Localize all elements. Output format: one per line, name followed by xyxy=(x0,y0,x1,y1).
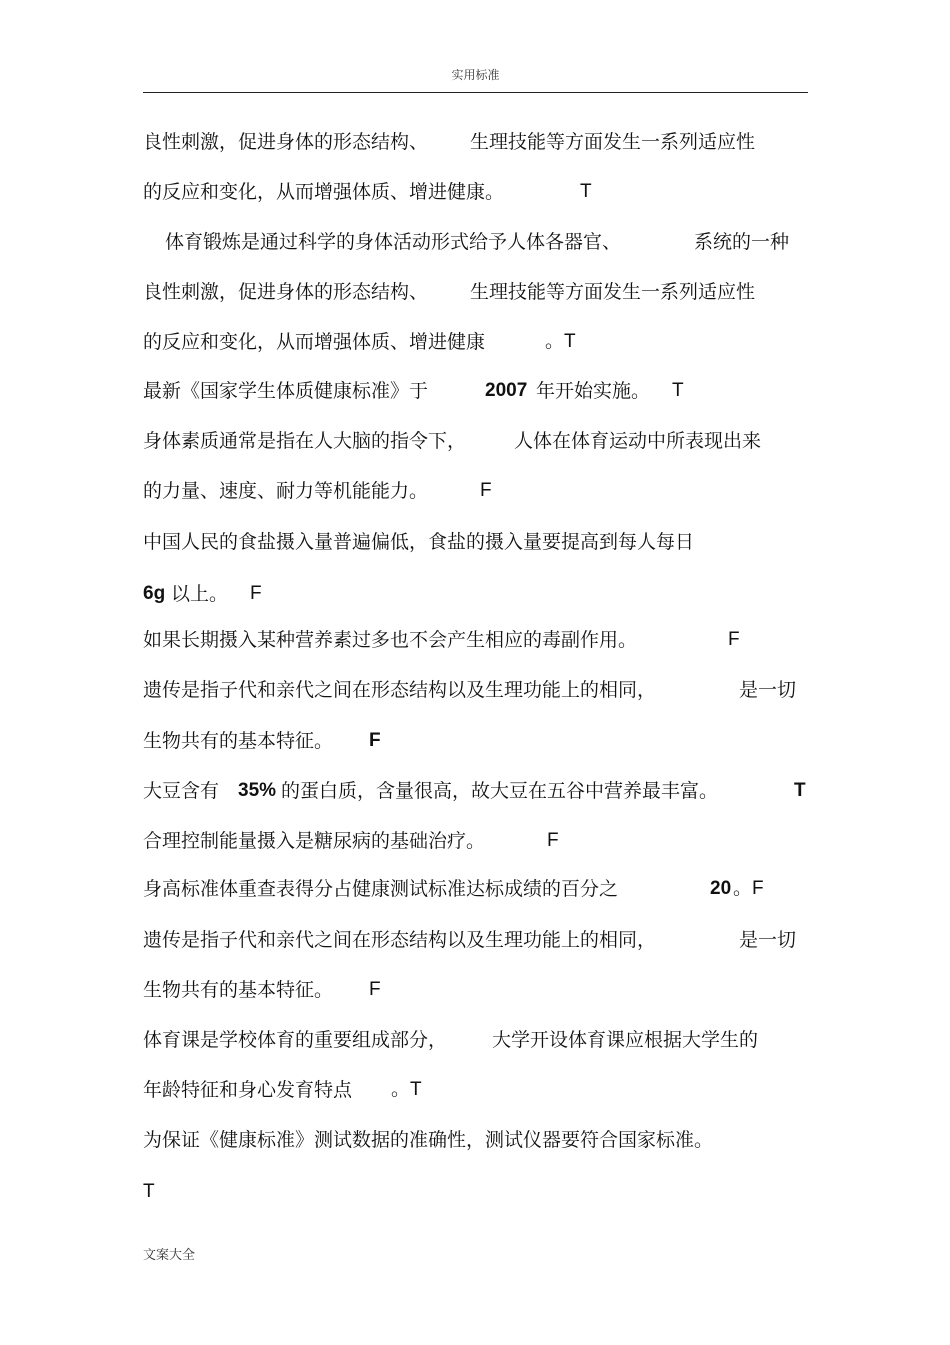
footer-text: 文案大全 xyxy=(143,1248,196,1263)
text-line xyxy=(143,179,592,205)
text-segment: 的力量、速度、耐力等机能能力。 xyxy=(143,480,429,502)
text-segment: 大豆含有 xyxy=(143,780,220,802)
header-title: 实用标准 xyxy=(451,68,500,82)
text-line xyxy=(143,927,797,953)
text-line xyxy=(143,229,790,255)
text-line xyxy=(143,581,262,607)
text-segment: 大学开设体育课应根据大学生的 xyxy=(492,1029,759,1051)
text-number: 2007 xyxy=(485,380,528,401)
text-segment: 年开始实施。 xyxy=(536,380,651,402)
text-segment: 体育课是学校体育的重要组成部分， xyxy=(143,1029,448,1051)
text-segment: 的反应和变化，从而增强体质、增进健康。 xyxy=(143,181,505,203)
answer-mark: F xyxy=(369,730,381,751)
text-segment: 良性刺激，促进身体的形态结构、 xyxy=(143,131,429,153)
text-line xyxy=(143,627,740,653)
text-segment: 体育锻炼是通过科学的身体活动形式给予人体各器官、 xyxy=(165,231,622,253)
text-segment: 中国人民的食盐摄入量普遍偏低，食盐的摄入量要提高到每人每日 xyxy=(143,531,695,553)
page-footer xyxy=(143,1247,195,1265)
text-line xyxy=(143,1179,167,1205)
text-line xyxy=(143,428,762,454)
text-line xyxy=(143,977,381,1003)
text-segment: 系统的一种 xyxy=(694,231,790,253)
text-line xyxy=(143,677,797,703)
text-segment: 生物共有的基本特征。 xyxy=(143,730,334,752)
text-number: 6g xyxy=(143,583,166,604)
text-segment: 是一切 xyxy=(739,929,797,951)
page-header xyxy=(143,66,808,93)
text-line xyxy=(143,529,695,555)
text-segment: 生理技能等方面发生一系列适应性 xyxy=(470,131,756,153)
answer-mark: F xyxy=(369,979,381,1000)
answer-mark: F xyxy=(480,480,492,501)
text-line xyxy=(143,1077,422,1103)
text-segment: 是一切 xyxy=(739,679,797,701)
answer-mark: 。T xyxy=(545,331,576,352)
text-line xyxy=(143,828,559,854)
text-line xyxy=(143,778,806,804)
text-line xyxy=(143,329,576,355)
text-segment: 的蛋白质，含量很高，故大豆在五谷中营养最丰富。 xyxy=(281,780,719,802)
answer-mark: F xyxy=(250,583,262,604)
text-segment: 生物共有的基本特征。 xyxy=(143,979,334,1001)
text-line xyxy=(143,1127,714,1153)
answer-mark: 。T xyxy=(391,1079,422,1100)
answer-mark: F xyxy=(547,830,559,851)
text-segment: 身高标准体重查表得分占健康测试标准达标成绩的百分之 xyxy=(143,878,619,900)
text-line xyxy=(143,728,381,754)
text-segment: 良性刺激，促进身体的形态结构、 xyxy=(143,281,429,303)
text-segment: 生理技能等方面发生一系列适应性 xyxy=(470,281,756,303)
text-segment: 身体素质通常是指在人大脑的指令下， xyxy=(143,430,467,452)
answer-mark: T xyxy=(143,1181,155,1202)
answer-mark: T xyxy=(672,380,684,401)
text-segment: 合理控制能量摄入是糖尿病的基础治疗。 xyxy=(143,830,486,852)
text-segment: 年龄特征和身心发育特点 xyxy=(143,1079,353,1101)
answer-mark: T xyxy=(794,780,806,801)
text-line xyxy=(143,129,756,155)
text-segment: 以上。 xyxy=(171,583,229,605)
text-line xyxy=(143,876,764,902)
text-segment: 最新《国家学生体质健康标准》于 xyxy=(143,380,429,402)
answer-mark: 。F xyxy=(733,878,764,899)
text-segment: 的反应和变化，从而增强体质、增进健康 xyxy=(143,331,486,353)
text-segment: 人体在体育运动中所表现出来 xyxy=(514,430,762,452)
text-number: 20 xyxy=(710,878,732,899)
text-line xyxy=(143,279,756,305)
text-line xyxy=(143,478,492,504)
text-line xyxy=(143,378,684,404)
text-segment: 遗传是指子代和亲代之间在形态结构以及生理功能上的相同， xyxy=(143,929,657,951)
answer-mark: T xyxy=(580,181,592,202)
text-number: 35% xyxy=(238,780,277,801)
text-segment: 如果长期摄入某种营养素过多也不会产生相应的毒副作用。 xyxy=(143,629,638,651)
answer-mark: F xyxy=(728,629,740,650)
text-segment: 为保证《健康标准》测试数据的准确性，测试仪器要符合国家标准。 xyxy=(143,1129,714,1151)
text-line xyxy=(143,1027,759,1053)
text-segment: 遗传是指子代和亲代之间在形态结构以及生理功能上的相同， xyxy=(143,679,657,701)
